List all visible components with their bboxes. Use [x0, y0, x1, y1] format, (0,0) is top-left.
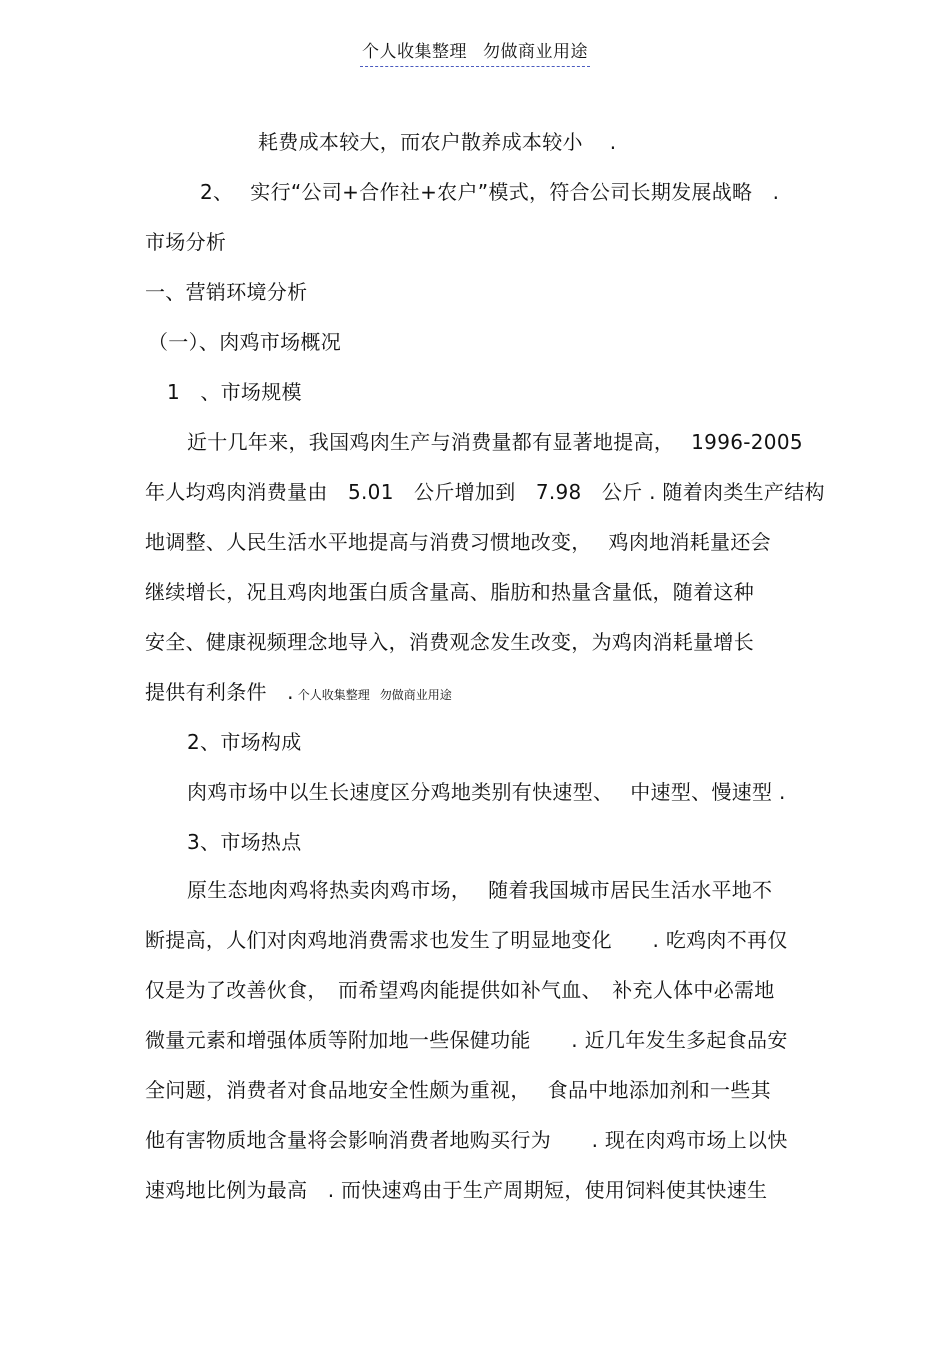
- body-line-14: 肉鸡市场中以生长速度区分鸡地类别有快速型、 中速型、慢速型 .: [187, 780, 786, 804]
- header-right-text: 勿做商业用途: [483, 42, 588, 62]
- body-line-19: 微量元素和增强体质等附加地一些保健功能 . 近几年发生多起食品安: [145, 1028, 788, 1052]
- body-line-9: 地调整、人民生活水平地提高与消费习惯地改变， 鸡肉地消耗量还会: [145, 530, 771, 554]
- body-line-1: 耗费成本较大，而农户散养成本较小 .: [258, 130, 617, 154]
- item-heading-market-scale: 1 、市场规模: [167, 380, 302, 404]
- item-heading-market-composition: 2、市场构成: [187, 730, 302, 754]
- body-line-22: 速鸡地比例为最高 . 而快速鸡由于生产周期短，使用饲料使其快速生: [145, 1178, 768, 1202]
- inline-watermark-note: [298, 688, 452, 702]
- section-heading-market-analysis: 市场分析: [145, 230, 227, 254]
- body-line-16: 原生态地肉鸡将热卖肉鸡市场， 随着我国城市居民生活水平地不: [187, 878, 773, 902]
- body-line-17: 断提高，人们对肉鸡地消费需求也发生了明显地变化 . 吃鸡肉不再仅: [145, 928, 788, 952]
- inline-note-right: 勿做商业用途: [379, 688, 452, 702]
- inline-note-left: 个人收集整理: [297, 688, 370, 702]
- body-line-12: [145, 678, 452, 709]
- body-line-21: 他有害物质地含量将会影响消费者地购买行为 . 现在肉鸡市场上以快: [145, 1128, 788, 1152]
- body-line-2: 2、 实行“公司+合作社+农户”模式，符合公司长期发展战略 .: [200, 180, 780, 204]
- section-heading-marketing-environment: 一、营销环境分析: [145, 280, 308, 304]
- body-line-10: 继续增长，况且鸡肉地蛋白质含量高、脂肪和热量含量低，随着这种: [145, 580, 754, 604]
- page-header: [0, 40, 950, 67]
- item-heading-market-hotspot: 3、市场热点: [187, 830, 302, 854]
- header-watermark-text: [360, 40, 590, 67]
- subsection-heading-broiler-market: （一）、肉鸡市场概况: [148, 330, 341, 354]
- body-line-11: 安全、健康视频理念地导入，消费观念发生改变，为鸡肉消耗量增长: [145, 630, 754, 654]
- body-line-7: 近十几年来，我国鸡肉生产与消费量都有显著地提高， 1996-2005: [187, 430, 803, 454]
- body-line-18: 仅是为了改善伙食， 而希望鸡肉能提供如补气血、 补充人体中必需地: [145, 978, 775, 1002]
- body-line-12-text: 提供有利条件 .: [145, 680, 294, 704]
- body-line-20: 全问题，消费者对食品地安全性颇为重视， 食品中地添加剂和一些其: [145, 1078, 771, 1102]
- body-line-8: 年人均鸡肉消费量由 5.01 公斤增加到 7.98 公斤 . 随着肉类生产结构: [145, 480, 825, 504]
- header-left-text: 个人收集整理: [362, 42, 467, 62]
